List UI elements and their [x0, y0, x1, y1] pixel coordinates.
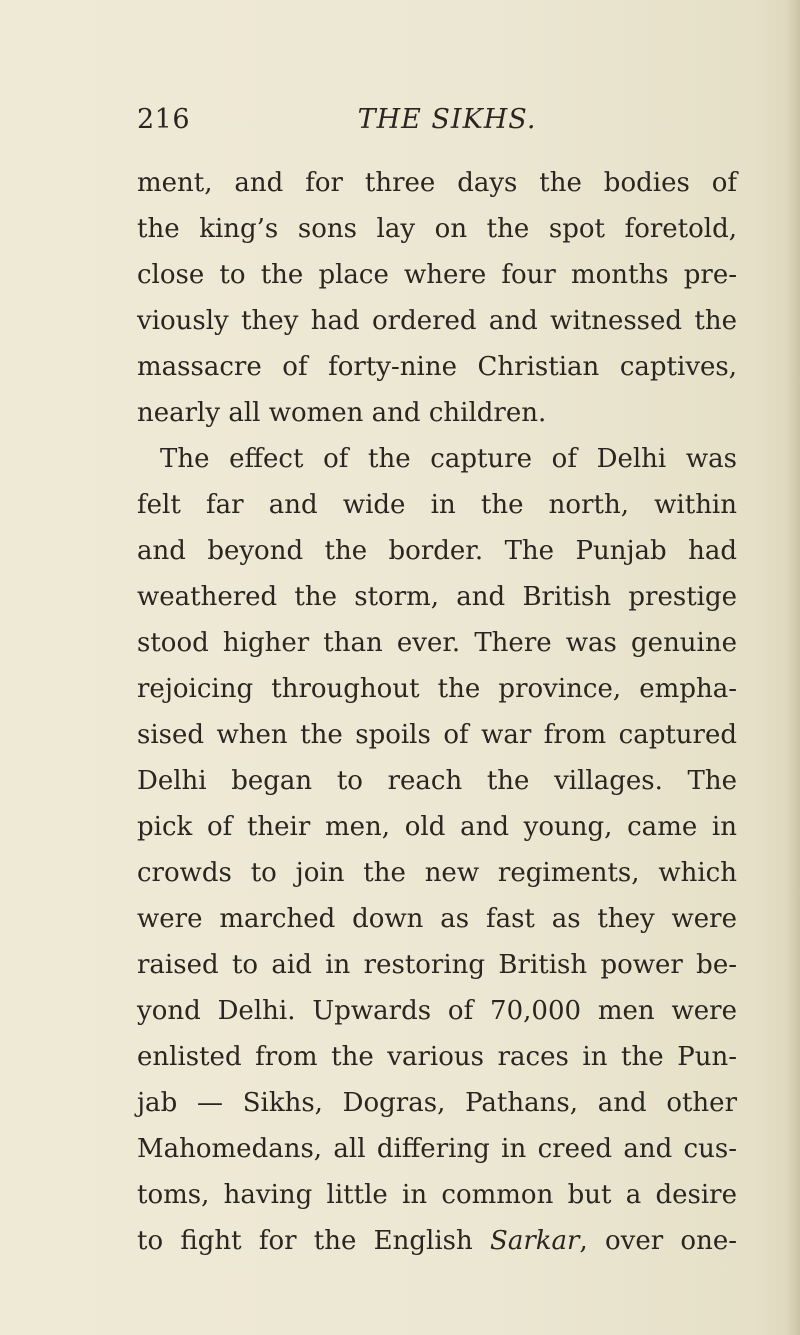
text-line: enlisted from the various races in the Pun-	[137, 1042, 737, 1072]
text-line	[137, 1218, 737, 1264]
text-line: felt far and wide in the north, within	[137, 490, 737, 520]
text-line: The effect of the capture of Delhi was	[160, 444, 737, 474]
last-line-start: to fight for the English	[137, 1226, 491, 1256]
text-line: yond Delhi. Upwards of 70,000 men were	[137, 996, 737, 1026]
text-line: jab — Sikhs, Dogras, Pathans, and other	[137, 1088, 737, 1118]
text-line: pick of their men, old and young, came in	[137, 812, 737, 842]
italic-word: Sarkar	[490, 1226, 580, 1256]
text-line: were marched down as fast as they were	[137, 904, 737, 934]
text-line: stood higher than ever. There was genuine	[137, 628, 737, 658]
running-title: THE SIKHS.	[357, 104, 537, 135]
text-line: massacre of forty-nine Christian captives,	[137, 352, 737, 382]
text-line: raised to aid in restoring British power be-	[137, 950, 737, 980]
last-line-end: , over one-	[579, 1226, 737, 1256]
page-header	[137, 100, 717, 140]
text-line: viously they had ordered and witnessed the	[137, 306, 737, 336]
text-line: weathered the storm, and British prestige	[137, 582, 737, 612]
page-number: 216	[137, 104, 191, 135]
text-line: ment, and for three days the bodies of	[137, 168, 737, 198]
text-line: rejoicing throughout the province, empha-	[137, 674, 737, 704]
text-line: sised when the spoils of war from captured	[137, 720, 737, 750]
text-line: nearly all women and children.	[137, 398, 547, 428]
text-line: crowds to join the new regiments, which	[137, 858, 737, 888]
text-line: close to the place where four months pre-	[137, 260, 737, 290]
text-line: Delhi began to reach the villages. The	[137, 766, 737, 796]
text-line: Mahomedans, all differing in creed and cus-	[137, 1134, 737, 1164]
page-edge-shadow	[786, 0, 800, 1335]
text-line: the king’s sons lay on the spot foretold,	[137, 214, 737, 244]
text-line: toms, having little in common but a desire	[137, 1180, 737, 1210]
body-text	[137, 160, 737, 1264]
text-line: and beyond the border. The Punjab had	[137, 536, 737, 566]
